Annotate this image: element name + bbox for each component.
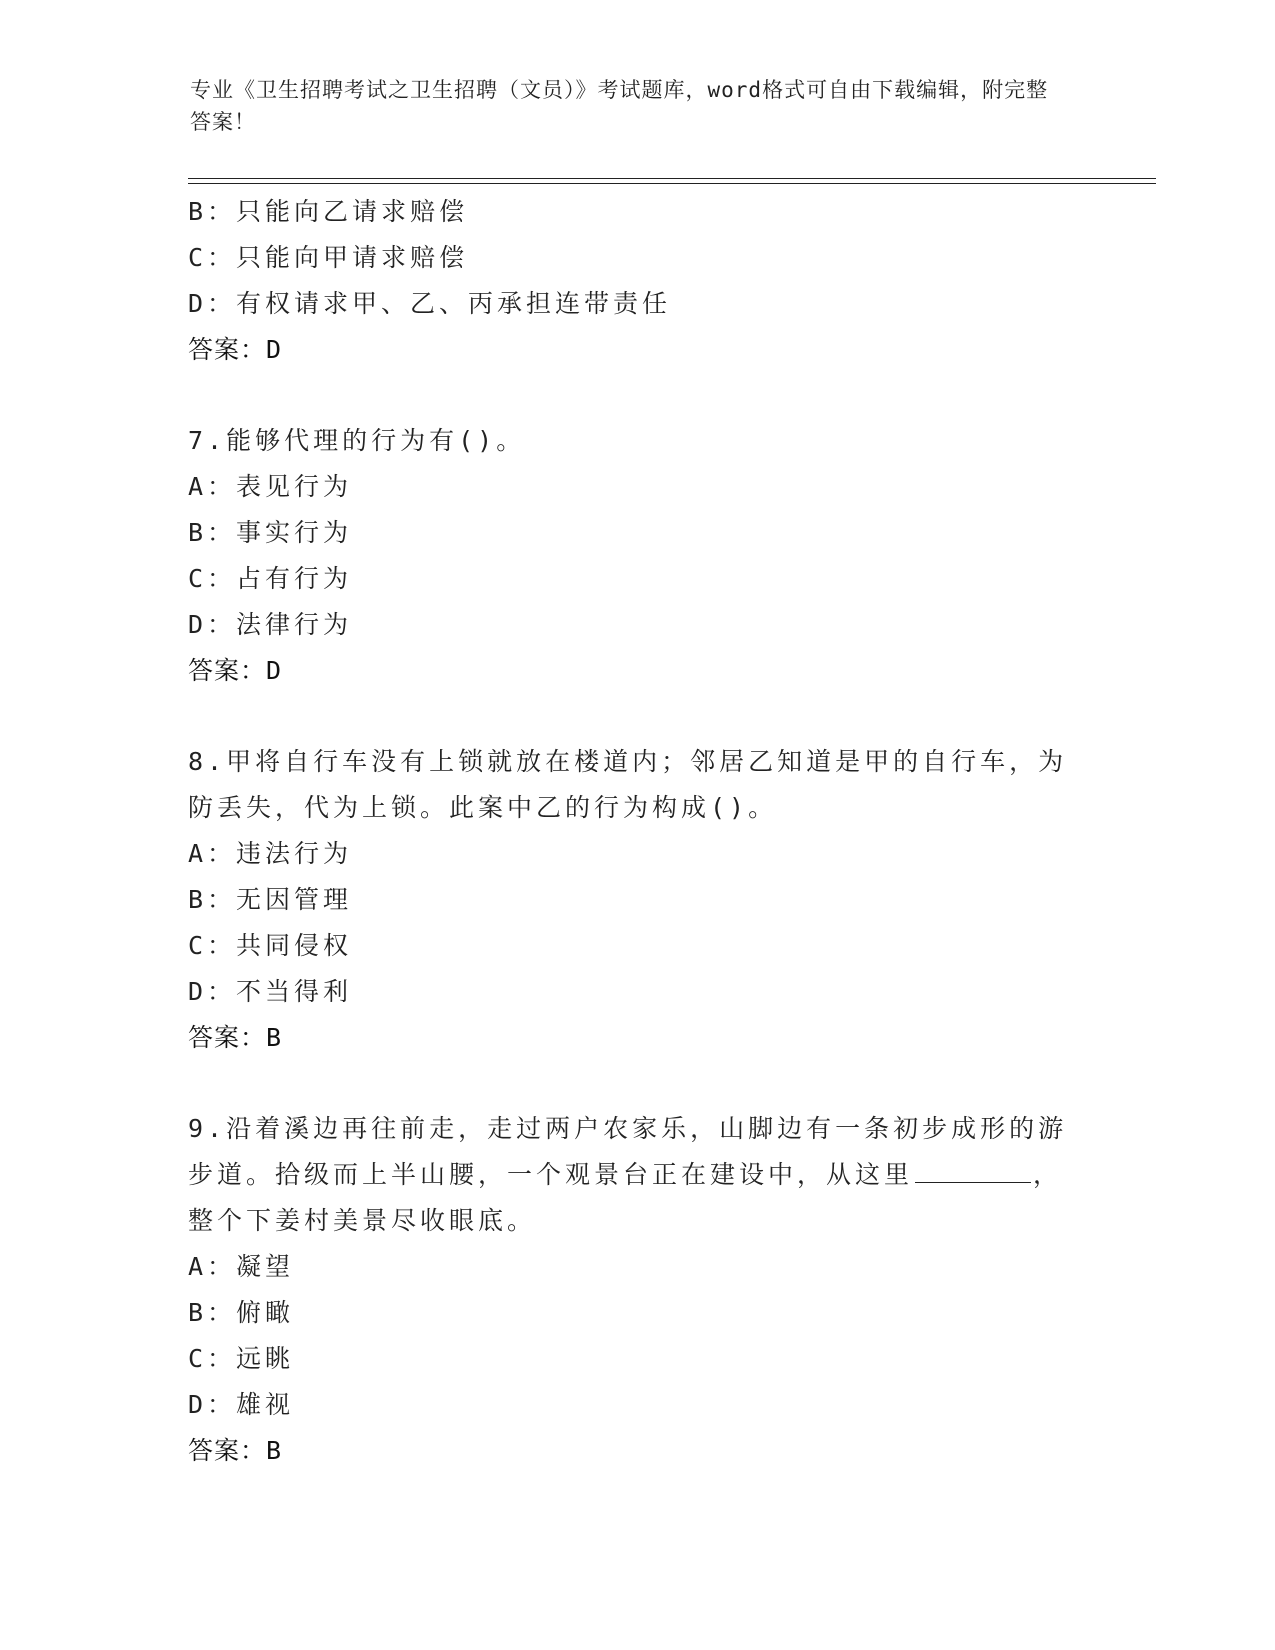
question-stem: 8.甲将自行车没有上锁就放在楼道内；邻居乙知道是甲的自行车，为防丢失，代为上锁。此案中乙的行为构成()。 [188, 747, 1068, 822]
option-d: D：不当得利 [188, 977, 353, 1006]
stem-part-after: ，整个下姜村美景尽收眼底。 [188, 1160, 1063, 1235]
question-list [188, 189, 1088, 1474]
option-d: D：雄视 [188, 1390, 295, 1419]
question-stem [188, 1106, 1068, 1244]
option-d: D：法律行为 [188, 610, 353, 639]
fill-blank [915, 1156, 1031, 1183]
question-6-continued [188, 189, 1088, 373]
option-a: A：表见行为 [188, 472, 353, 501]
answer: 答案：B [188, 1023, 283, 1052]
header-divider-top [188, 178, 1156, 179]
option-b: B：俯瞰 [188, 1298, 295, 1327]
option-a: A：违法行为 [188, 839, 353, 868]
question-8 [188, 739, 1088, 1061]
question-7 [188, 418, 1088, 694]
document-header: 专业《卫生招聘考试之卫生招聘（文员）》考试题库，word格式可自由下载编辑，附完整答案！ [190, 78, 1049, 134]
stem-part-before: 9.沿着溪边再往前走，走过两户农家乐，山脚边有一条初步成形的游步道。拾级而上半山腰，一个观景台正在建设中，从这里 [188, 1114, 1068, 1189]
option-b: B：只能向乙请求赔偿 [188, 197, 469, 226]
option-a: A：凝望 [188, 1252, 295, 1281]
answer: 答案：B [188, 1436, 283, 1465]
option-c: C：共同侵权 [188, 931, 353, 960]
option-c: C：远眺 [188, 1344, 295, 1373]
question-stem: 7.能够代理的行为有()。 [188, 426, 526, 455]
header-divider-bottom [188, 183, 1156, 184]
option-b: B：事实行为 [188, 518, 353, 547]
option-c: C：只能向甲请求赔偿 [188, 243, 469, 272]
question-9 [188, 1106, 1088, 1474]
answer: 答案：D [188, 335, 283, 364]
answer: 答案：D [188, 656, 283, 685]
option-c: C：占有行为 [188, 564, 353, 593]
option-b: B：无因管理 [188, 885, 353, 914]
option-d: D：有权请求甲、乙、丙承担连带责任 [188, 289, 672, 318]
